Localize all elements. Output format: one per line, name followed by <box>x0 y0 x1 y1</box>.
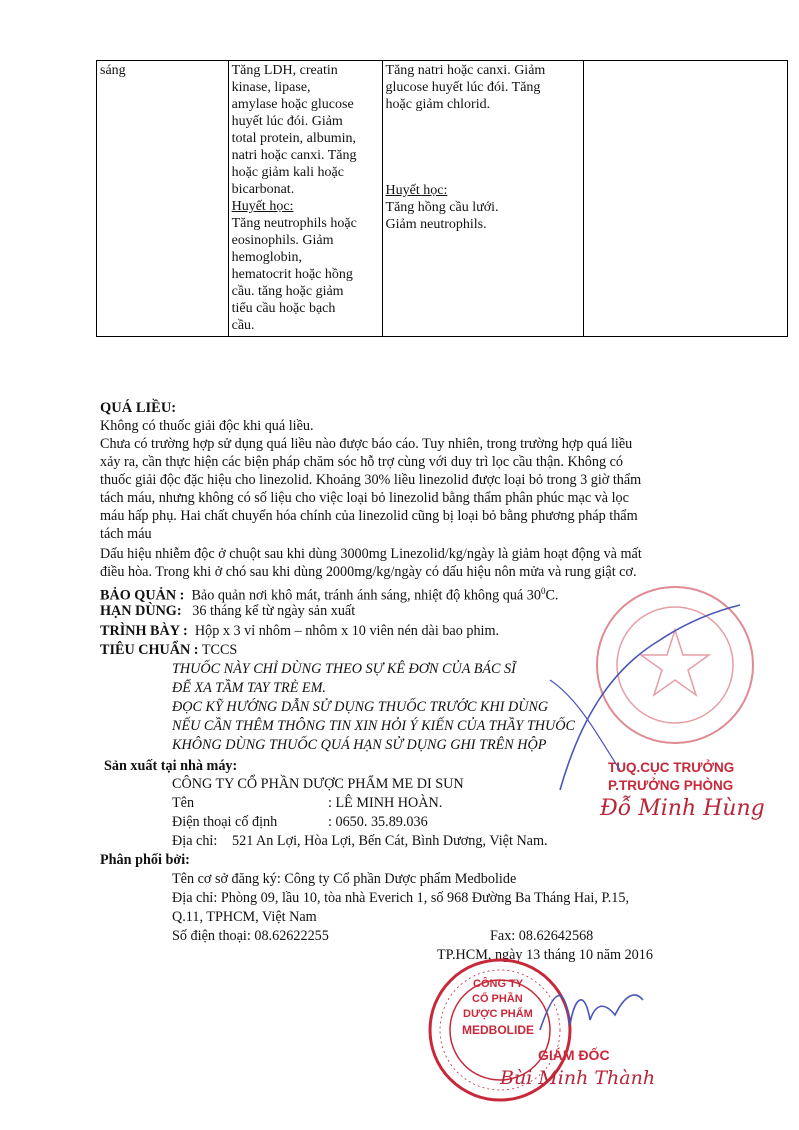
manufacturer-address-label: Địa chỉ: <box>172 833 218 849</box>
director-signature: Bùi Minh Thành <box>500 1067 656 1089</box>
overdose-line: xảy ra, cần thực hiện các biện pháp chăm sóc hỗ trợ cùng với duy trì lọc cầu thận. Không có <box>100 454 624 470</box>
cell-text: natri hoặc canxi. Tăng <box>231 148 357 163</box>
cell-text: Tăng natri hoặc canxi. Giảm <box>385 63 546 78</box>
date-line: TP.HCM, ngày 13 tháng 10 năm 2016 <box>437 947 653 963</box>
cell-text: bicarbonat. <box>231 182 295 197</box>
warning-line: ĐỂ XA TẦM TAY TRẺ EM. <box>172 680 326 696</box>
overdose-line: điều hòa. Trong khi ở chó sau khi dùng 2000mg/kg/ngày có dấu hiệu nôn mửa và rung giật cơ. <box>100 564 637 580</box>
cell-text: Tăng neutrophils hoặc <box>231 216 357 231</box>
overdose-line: Chưa có trường hợp sử dụng quá liều nào được báo cáo. Tuy nhiên, trong trường hợp quá liều <box>100 436 633 452</box>
cell-text: kinase, lipase, <box>231 80 311 95</box>
cell-text: eosinophils. Giảm <box>231 233 334 248</box>
distributor-fax: Fax: 08.62642568 <box>490 928 594 944</box>
overdose-line: tách máu, nhưng không có số liệu cho việc loại bỏ linezolid bằng thẩm phân phúc mạc và lọc <box>100 490 629 506</box>
manufacturer-heading: Sản xuất tại nhà máy: <box>104 758 238 774</box>
presentation-value: Hộp x 3 vỉ nhôm – nhôm x 10 viên nén dài bao phim. <box>194 623 500 639</box>
cell-text: total protein, albumin, <box>231 131 357 146</box>
approval-line2: P.TRƯỞNG PHÒNG <box>608 778 734 793</box>
approval-signature: Đỗ Minh Hùng <box>600 796 765 821</box>
cell-text: Tăng LDH, creatin <box>231 63 338 78</box>
overdose-line: Dấu hiệu nhiễm độc ở chuột sau khi dùng 3000mg Linezolid/kg/ngày là giảm hoạt động và mất <box>100 546 642 562</box>
seal-text: CÔNG TY <box>473 978 524 990</box>
presentation-line <box>100 623 499 641</box>
cell-text: hematocrit hoặc hồng <box>231 267 353 282</box>
table-cell <box>583 61 787 337</box>
manufacturer-name-value: : LÊ MINH HOÀN. <box>328 795 443 811</box>
distributor-address: Q.11, TPHCM, Việt Nam <box>172 909 317 925</box>
cell-text: hemoglobin, <box>231 250 302 265</box>
storage-label: BẢO QUẢN : <box>100 587 185 604</box>
overdose-line: Không có thuốc giải độc khi quá liều. <box>100 418 314 434</box>
table-cell <box>97 61 229 337</box>
standard-line <box>100 642 237 660</box>
distributor-address: Địa chỉ: Phòng 09, lầu 10, tòa nhà Everich 1, số 968 Đường Ba Tháng Hai, P.15, <box>172 890 630 906</box>
table-cell <box>228 61 382 337</box>
cell-subheading: Huyết học: <box>231 199 294 214</box>
cell-text: Giảm neutrophils. <box>385 217 487 232</box>
cell-text: cầu. tăng hoặc giảm <box>231 284 344 299</box>
table-row <box>97 61 788 337</box>
seal-text: CỔ PHẦN <box>472 993 523 1005</box>
cell-text: cầu. <box>231 318 255 333</box>
distributor-phone: Số điện thoại: 08.62622255 <box>172 928 329 944</box>
manufacturer-phone-value: : 0650. 35.89.036 <box>328 814 428 830</box>
director-title: GIÁM ĐỐC <box>538 1047 610 1063</box>
seal-text: MEDBOLIDE <box>462 1023 534 1037</box>
cell-text: tiểu cầu hoặc bạch <box>231 301 336 316</box>
cell-text: glucose huyết lúc đói. Tăng <box>385 80 541 95</box>
standard-label: TIÊU CHUẨN : <box>100 642 199 658</box>
manufacturer-company: CÔNG TY CỔ PHẦN DƯỢC PHẨM ME DI SUN <box>172 776 464 792</box>
manufacturer-name-label: Tên <box>172 795 195 811</box>
manufacturer-address-value: 521 An Lợi, Hòa Lợi, Bến Cát, Bình Dương, Việt Nam. <box>232 833 548 849</box>
overdose-line: thuốc giải độc đặc hiệu cho linezolid. Khoảng 30% liều linezolid được loại bỏ trong 3 giờ thẩm <box>100 472 642 488</box>
cell-subheading: Huyết học: <box>385 183 448 198</box>
approval-line1: TUQ.CỤC TRƯỞNG <box>608 760 735 775</box>
warning-line: KHÔNG DÙNG THUỐC QUÁ HẠN SỬ DỤNG GHI TRÊN HỘP <box>172 737 547 753</box>
warning-line: THUỐC NÀY CHỈ DÙNG THEO SỰ KÊ ĐƠN CỦA BÁC SĨ <box>172 661 516 677</box>
distributor-heading: Phân phối bởi: <box>100 852 190 868</box>
presentation-label: TRÌNH BÀY : <box>100 623 188 639</box>
storage-unit: C. <box>545 587 559 604</box>
cell-text: Tăng hồng cầu lưới. <box>385 200 499 215</box>
storage-value: Bảo quản nơi khô mát, tránh ánh sáng, nhiệt độ không quá 30 <box>191 587 541 604</box>
storage-line <box>100 583 558 605</box>
shelf-life-label: HẠN DÙNG: <box>100 603 182 619</box>
adverse-reactions-table <box>96 60 788 337</box>
cell-text: sáng <box>100 63 126 78</box>
overdose-line: tách máu <box>100 526 152 542</box>
signature-stroke-icon <box>520 600 750 800</box>
cell-text: huyết lúc đói. Giảm <box>231 114 343 129</box>
seal-text: DƯỢC PHẨM <box>463 1008 533 1020</box>
cell-text: hoặc giảm chlorid. <box>385 97 491 112</box>
standard-value: TCCS <box>201 642 238 658</box>
warning-line: ĐỌC KỸ HƯỚNG DẪN SỬ DỤNG THUỐC TRƯỚC KHI DÙNG <box>172 699 549 715</box>
director-signature-stroke-icon <box>535 975 645 1045</box>
warning-line: NẾU CẦN THÊM THÔNG TIN XIN HỎI Ý KIẾN CỦA THẦY THUỐC <box>172 718 575 734</box>
overdose-heading: QUÁ LIỀU: <box>100 400 177 416</box>
shelf-life-value: 36 tháng kể từ ngày sản xuất <box>192 603 356 619</box>
degree-sup: 0 <box>540 586 546 596</box>
overdose-line: máu hấp phụ. Hai chất chuyển hóa chính của linezolid cũng bị loại bỏ bằng phương pháp thẩm <box>100 508 638 524</box>
table-cell <box>382 61 583 337</box>
shelf-life-line <box>100 603 355 621</box>
cell-text: amylase hoặc glucose <box>231 97 354 112</box>
distributor-registrant: Tên cơ sở đăng ký: Công ty Cổ phần Dược phẩm Medbolide <box>172 871 517 887</box>
cell-text: hoặc giảm kali hoặc <box>231 165 344 180</box>
manufacturer-phone-label: Điện thoại cố định <box>172 814 278 830</box>
